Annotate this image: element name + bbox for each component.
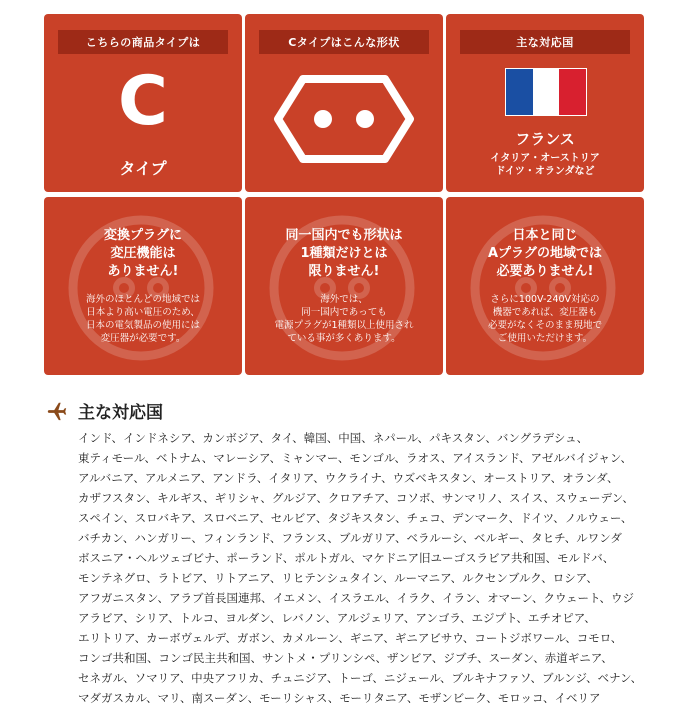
other-countries: イタリア・オーストリア ドイツ・オランダなど	[490, 153, 600, 177]
shape-panel	[245, 14, 443, 192]
country-line: 東ティモール、ベトナム、マレーシア、ミャンマー、モンゴル、ラオス、アイスランド、アゼルバイジャン、	[78, 451, 632, 465]
country-list	[78, 428, 643, 708]
country-line: アフガニスタン、アラブ首長国連邦、イエメン、イスラエル、イラク、イラン、オマーン、クウェート、ウジ	[78, 591, 635, 605]
note-heading: 日本と同じ Aプラグの地域では 必要ありません!	[487, 228, 603, 279]
country-line: ボスニア・ヘルツェゴビナ、ポーランド、ポルトガル、マケドニア旧ユーゴスラビア共和国、モルドバ、	[78, 551, 615, 565]
france-flag-icon	[505, 68, 587, 116]
c-plug-shape-icon	[273, 74, 415, 164]
country-panel	[446, 14, 644, 192]
country-line: カザフスタン、キルギス、ギリシャ、グルジア、クロアチア、コソボ、サンマリノ、スイス、スウェーデン、	[78, 491, 634, 505]
transformer-note-panel	[44, 197, 242, 375]
countries-section-heading	[46, 398, 163, 423]
country-line: インド、インドネシア、カンボジア、タイ、韓国、中国、ネパール、パキスタン、バングラデシュ、	[78, 431, 589, 445]
country-line: マダガスカル、マリ、南スーダン、モーリシャス、モーリタニア、モザンビーク、モロッコ、イベリア	[78, 691, 601, 705]
country-line: バチカン、ハンガリー、フィンランド、フランス、ブルガリア、ベラルーシ、ベルギー、タヒチ、ルワンダ	[78, 531, 622, 545]
country-panel-label: 主な対応国	[460, 30, 630, 54]
country-line: エリトリア、カーボヴェルデ、ガボン、カメルーン、ギニア、ギニアビサウ、コートジボワール、コモロ、	[78, 631, 623, 645]
info-panel-grid	[44, 14, 644, 376]
note-body: 海外では、 同一国内であっても 電源プラグが1種類以上使用され ている事が多くあります。	[274, 294, 414, 344]
plug-type-word: タイプ	[119, 159, 167, 178]
country-line: コンゴ共和国、コンゴ民主共和国、サントメ・プリンシペ、ザンビア、ジブチ、スーダン、赤道ギニア、	[78, 651, 613, 665]
country-line: セネガル、ソマリア、中央アフリカ、チュニジア、トーゴ、ニジェール、ブルキナファソ、ブルンジ、ベナン、	[78, 671, 643, 685]
a-plug-note-panel	[446, 197, 644, 375]
note-heading: 同一国内でも形状は 1種類だけとは 限りません!	[285, 228, 403, 279]
note-heading: 変換プラグに 変圧機能は ありません!	[103, 228, 182, 279]
main-country: フランス	[515, 130, 575, 148]
shape-variety-note-panel	[245, 197, 443, 375]
plug-type-letter: C	[118, 62, 168, 141]
country-line: モンテネグロ、ラトビア、リトアニア、リヒテンシュタイン、ルーマニア、ルクセンブルク、ロシア、	[78, 571, 598, 585]
shape-panel-label: Cタイプはこんな形状	[259, 30, 429, 54]
note-body: さらに100V-240V対応の 機器であれば、変圧器も 必要がなくそのまま現地で ご使用いただけます。	[487, 294, 602, 344]
country-line: スペイン、スロバキア、スロベニア、セルビア、タジキスタン、チェコ、デンマーク、ドイツ、ノルウェー、	[78, 511, 633, 525]
type-panel	[44, 14, 242, 192]
note-body: 海外のほとんどの地域では 日本より高い電圧のため、 日本の電気製品の使用には 変圧器が必要です。	[85, 294, 200, 344]
type-panel-label: こちらの商品タイプは	[58, 30, 228, 54]
country-line: アルバニア、アルメニア、アンドラ、イタリア、ウクライナ、ウズベキスタン、オーストリア、オランダ、	[78, 471, 619, 485]
country-line: アラビア、シリア、トルコ、ヨルダン、レバノン、アルジェリア、アンゴラ、エジプト、エチオピア、	[78, 611, 596, 625]
airplane-icon	[46, 400, 68, 422]
section-title: 主な対応国	[78, 403, 163, 423]
